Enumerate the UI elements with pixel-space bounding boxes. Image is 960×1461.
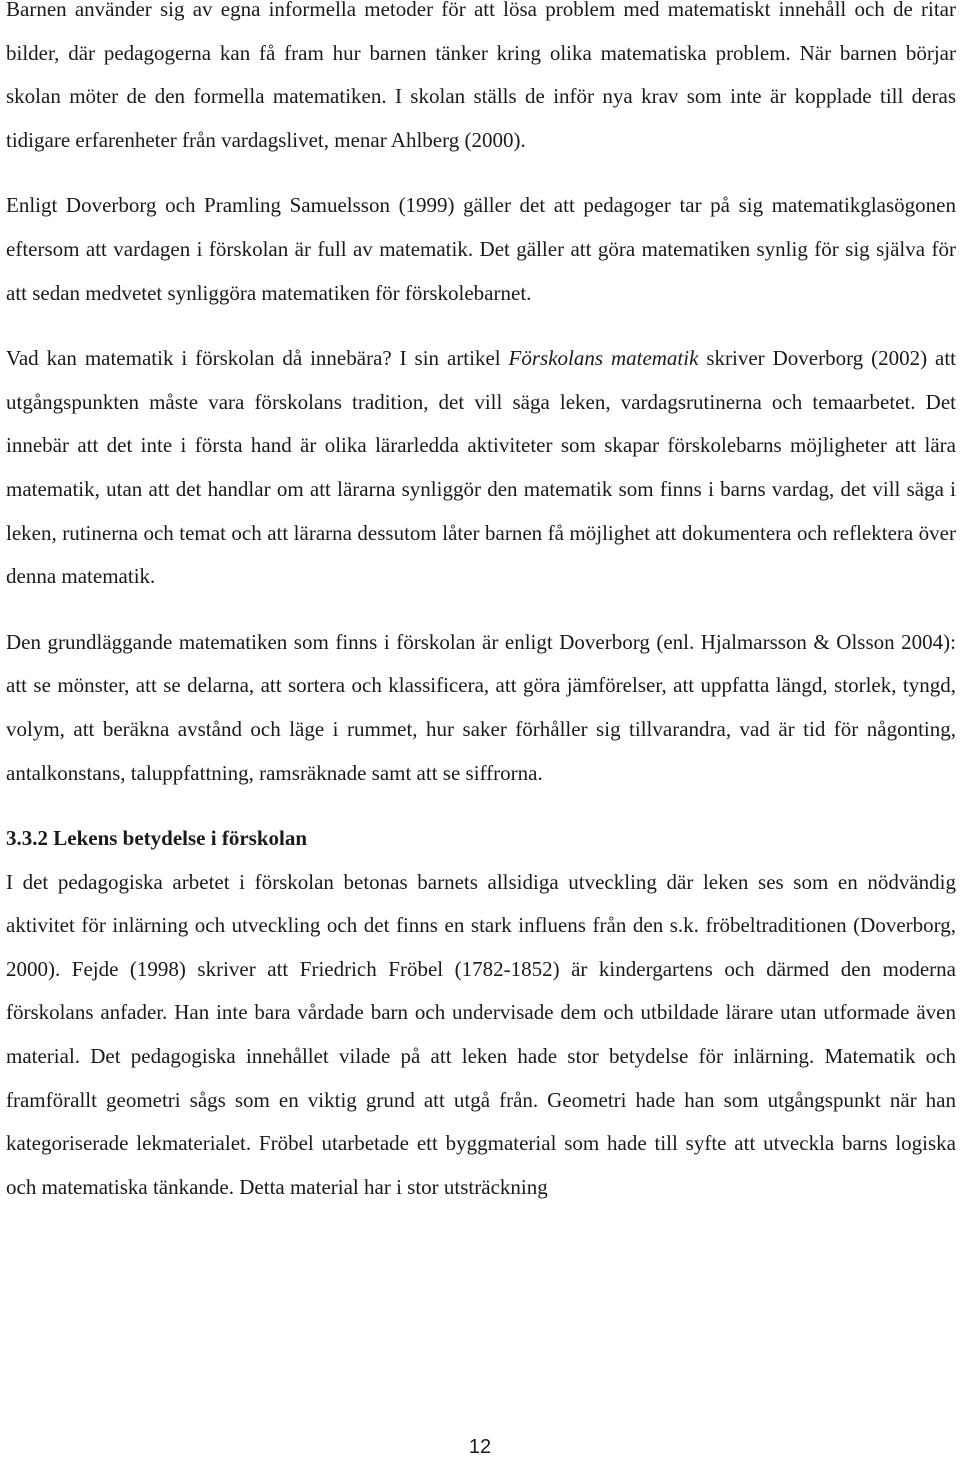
- paragraph-preschool-math-intro: Vad kan matematik i förskolan då innebära? I sin artikel: [6, 346, 509, 371]
- paragraph-informal-methods: Barnen använder sig av egna informella metoder för att lösa problem med matematiskt innehåll och de ritar bilder, där pedagogerna kan få fram hur barnen tänker kring olika matematiska problem. När barnen börjar skolan möter de den formella matematiken. I skolan ställs de inför nya krav som inte är kopplade till deras tidigare erfarenheter från vardagslivet, menar Ahlberg (2000).: [6, 0, 956, 152]
- page-number: 12: [468, 1436, 492, 1458]
- paragraph-math-glasses: Enligt Doverborg och Pramling Samuelsson (1999) gäller det att pedagoger tar på sig matematikglasögonen eftersom att vardagen i förskolan är full av matematik. Det gäller att göra matematiken synlig för sig själva för att sedan medvetet synliggöra matematiken för förskolebarnet.: [6, 193, 956, 305]
- paragraph-preschool-math: [6, 337, 956, 599]
- document-page: [6, 0, 956, 1231]
- section-heading: 3.3.2 Lekens betydelse i förskolan: [6, 826, 308, 851]
- article-title: Förskolans matematik: [508, 346, 699, 371]
- paragraph-basic-math: Den grundläggande matematiken som finns i förskolan är enligt Doverborg (enl. Hjalmarsson & Olsson 2004): att se mönster, att se delarna, att sortera och klassificera, att göra jämförelser, att uppfatta längd, storlek, tyngd, volym, att beräkna avstånd och läge i rummet, hur saker förhåller sig tillvarandra, vad är tid för någonting, antalkonstans, taluppfattning, ramsräknade samt att se siffrorna.: [6, 629, 956, 785]
- paragraph-play-importance: I det pedagogiska arbetet i förskolan betonas barnets allsidiga utveckling där leken ses som en nödvändig aktivitet för inlärning och utveckling och det finns en stark influens från den s.k. fröbeltraditionen (Doverborg, 2000). Fejde (1998) skriver att Friedrich Fröbel (1782-1852) är kindergartens och därmed den moderna förskolans anfader. Han inte bara vårdade barn och undervisade dem och utbildade lärare utan utformade även material. Det pedagogiska innehållet vilade på att leken hade stor betydelse för inlärning. Matematik och framförallt geometri sågs som en viktig grund att utgå från. Geometri hade han som utgångspunkt när han kategoriserade lekmaterialet. Fröbel utarbetade ett byggmaterial som hade till syfte att utveckla barns logiska och matematiska tänkande. Detta material har i stor utsträckning: [6, 869, 956, 1199]
- paragraph-preschool-math-body: skriver Doverborg (2002) att utgångspunkten måste vara förskolans tradition, det vill säga leken, vardagsrutinerna och temaarbetet. Det innebär att det inte i första hand är olika lärarledda aktiviteter som skapar förskolebarns möjligheter att lära matematik, utan att det handlar om att lärarna synliggör den matematik som finns i barns vardag, det vill säga i leken, rutinerna och temat och att lärarna dessutom låter barnen få möjlighet att dokumentera och reflektera över denna matematik.: [6, 346, 956, 589]
